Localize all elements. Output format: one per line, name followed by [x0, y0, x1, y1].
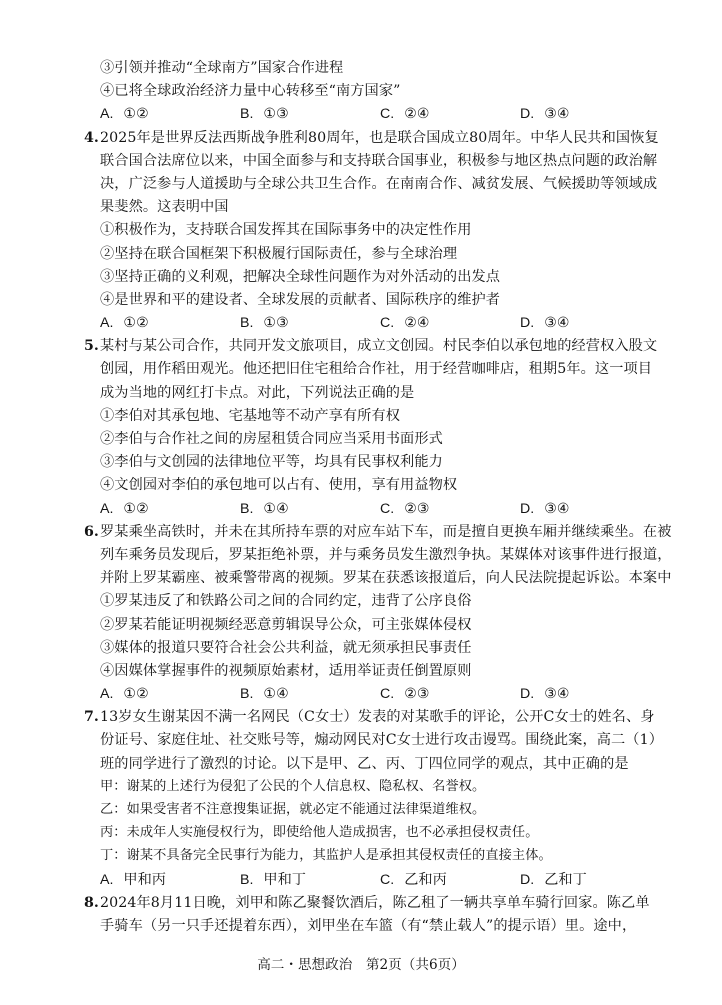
q7-answer-row: [100, 870, 660, 890]
q5-option-1: ①李伯对其承包地、宅基地等不动产享有所有权: [100, 408, 401, 424]
q7-answer-b: B. 甲和丁: [240, 872, 306, 888]
q7-answer-c: C. 乙和丙: [380, 872, 447, 888]
q5-answer-d: D. ③④: [520, 501, 570, 517]
q4-option-1: ①积极作为，支持联合国发挥其在国际事务中的决定性作用: [100, 222, 472, 238]
q4-answer-a: A. ①②: [100, 315, 149, 331]
q7-stem-line: 13岁女生谢某因不满一名网民（C女士）发表的对某歌手的评论，公开C女士的姓名、身: [100, 709, 655, 725]
q7-stem-line: 班的同学进行了激烈的讨论。以下是甲、乙、丙、丁四位同学的观点，其中正确的是: [100, 756, 629, 772]
q6-answer-a: A. ①②: [100, 686, 149, 702]
q7-answer-d: D. 乙和丁: [520, 872, 587, 888]
q4-answer-d: D. ③④: [520, 315, 570, 331]
q4-option-4: ④是世界和平的建设者、全球发展的贡献者、国际秩序的维护者: [100, 292, 501, 308]
q5-stem-line: 创园，用作稻田观光。他还把旧住宅租给合作社，用于经营咖啡店，租期5年。这一项目: [100, 361, 653, 377]
q5-answer-c: C. ②③: [380, 501, 430, 517]
q5-option-4: ④文创园对李伯的承包地可以占有、使用，享有用益物权: [100, 477, 458, 493]
q5-option-2: ②李伯与合作社之间的房屋租赁合同应当采用书面形式: [100, 431, 443, 447]
q5-number: 5.: [84, 338, 99, 354]
q8-stem-line: 2024年8月11日晚，刘甲和陈乙聚餐饮酒后，陈乙租了一辆共享单车骑行回家。陈乙单: [100, 895, 650, 911]
q8-stem-line: 手骑车（另一只手还提着东西），刘甲坐在车篮（有“禁止载人”的提示语）里。途中，: [100, 918, 637, 934]
q7-quote-bing: 丙：未成年人实施侵权行为，即使给他人造成损害，也不必承担侵权责任。: [100, 825, 539, 840]
q6-option-2: ②罗某若能证明视频经恶意剪辑误导公众，可主张媒体侵权: [100, 617, 472, 633]
q4-answer-row: [100, 313, 660, 333]
q4-option-2: ②坚持在联合国框架下积极履行国际责任，参与全球治理: [100, 246, 458, 262]
q6-stem-line: 列车乘务员发现后，罗某拒绝补票，并与乘务员发生激烈争执。某媒体对该事件进行报道，: [100, 547, 672, 563]
q4-stem-line: 决，广泛参与人道援助与全球公共卫生合作。在南南合作、减贫发展、气候援助等领域成: [100, 176, 658, 192]
q6-stem-line: 罗某乘坐高铁时，并未在其所持车票的对应车站下车，而是擅自更换车厢并继续乘坐。在被: [100, 524, 672, 540]
q5-stem-line: 某村与某公司合作，共同开发文旅项目，成立文创园。村民李伯以承包地的经营权入股文: [100, 338, 658, 354]
q5-answer-a: A. ①②: [100, 501, 149, 517]
q4-answer-b: B. ①③: [240, 315, 289, 331]
q6-option-4: ④因媒体掌握事件的视频原始素材，适用举证责任倒置原则: [100, 663, 472, 679]
q3-answer-b: B. ①③: [240, 106, 289, 122]
q4-stem-line: 联合国合法席位以来，中国全面参与和支持联合国事业，积极参与地区热点问题的政治解: [100, 153, 658, 169]
q3-option-4: ④已将全球政治经济力量中心转移至“南方国家”: [100, 83, 401, 99]
q5-stem-line: 成为当地的网红打卡点。对此，下列说法正确的是: [100, 385, 415, 401]
page-footer: 高二・思想政治 第2页（共6页）: [257, 957, 465, 973]
q7-quote-yi: 乙：如果受害者不注意搜集证据，就必定不能通过法律渠道维权。: [100, 802, 486, 817]
q7-stem-line: 份证号、家庭住址、社交账号等，煽动网民对C女士进行攻击谩骂。围绕此案，高二（1）: [100, 732, 664, 748]
q6-answer-d: D. ③④: [520, 686, 570, 702]
q4-option-3: ③坚持正确的义利观，把解决全球性问题作为对外活动的出发点: [100, 269, 501, 285]
q4-stem-line: 2025年是世界反法西斯战争胜利80周年，也是联合国成立80周年。中华人民共和国恢复: [100, 130, 659, 146]
q6-answer-b: B. ①④: [240, 686, 289, 702]
q3-answer-a: A. ①②: [100, 106, 149, 122]
q5-answer-row: [100, 499, 660, 519]
q8-number: 8.: [84, 895, 99, 911]
q6-option-1: ①罗某违反了和铁路公司之间的合同约定，违背了公序良俗: [100, 593, 472, 609]
q7-quote-jia: 甲：谢某的上述行为侵犯了公民的个人信息权、隐私权、名誉权。: [100, 779, 486, 794]
q3-answer-d: D. ③④: [520, 106, 570, 122]
q3-answer-row: [100, 104, 660, 124]
q6-answer-row: [100, 684, 660, 704]
q4-stem-line: 果斐然。这表明中国: [100, 199, 229, 215]
q6-number: 6.: [84, 524, 99, 540]
q7-number: 7.: [84, 709, 99, 725]
q7-quote-ding: 丁：谢某不具备完全民事行为能力，其监护人是承担其侵权责任的直接主体。: [100, 848, 552, 863]
q6-option-3: ③媒体的报道只要符合社会公共利益，就无须承担民事责任: [100, 640, 472, 656]
q7-answer-a: A. 甲和丙: [100, 872, 166, 888]
q4-answer-c: C. ②④: [380, 315, 430, 331]
q5-answer-b: B. ①④: [240, 501, 289, 517]
q6-stem-line: 并附上罗某霸座、被乘警带离的视频。罗某在获悉该报道后，向人民法院提起诉讼。本案中: [100, 570, 672, 586]
q5-option-3: ③李伯与文创园的法律地位平等，均具有民事权利能力: [100, 454, 443, 470]
q3-answer-c: C. ②④: [380, 106, 430, 122]
q6-answer-c: C. ②③: [380, 686, 430, 702]
q4-number: 4.: [84, 130, 99, 146]
q3-option-3: ③引领并推动“全球南方”国家合作进程: [100, 60, 344, 76]
